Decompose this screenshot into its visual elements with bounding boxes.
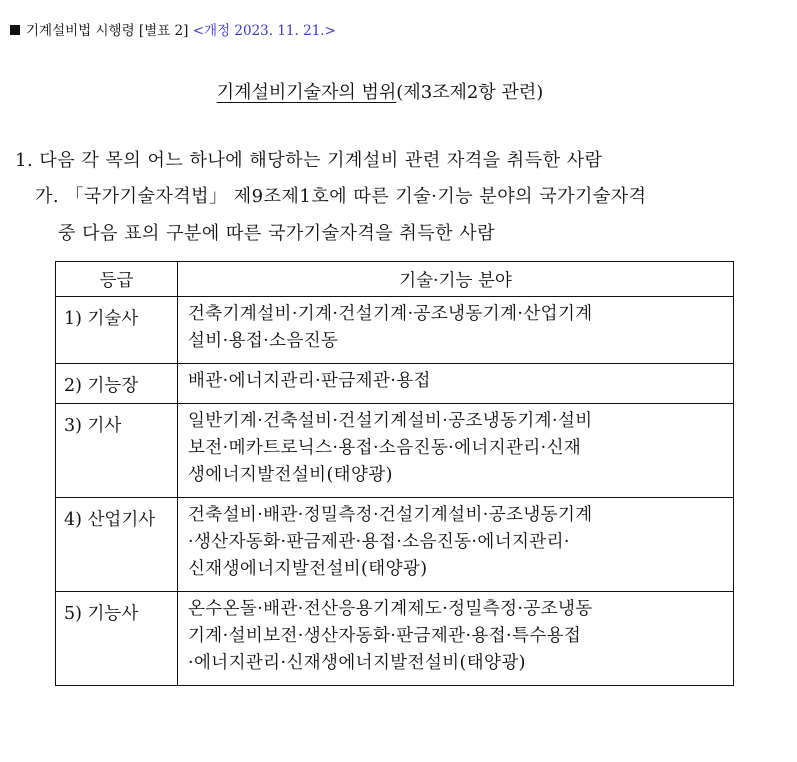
fields-cell <box>178 498 734 592</box>
grade-cell: 1) 기술사 <box>56 297 178 364</box>
fields-cell <box>178 404 734 498</box>
fields-line: 온수온돌·배관·전산응용기계제도·정밀측정·공조냉동 <box>188 599 593 619</box>
fields-line: 건축기계설비·기계·건설기계·공조냉동기계·산업기계 <box>188 304 593 324</box>
grade-cell: 2) 기능장 <box>56 364 178 404</box>
table-row <box>56 592 734 686</box>
page-title <box>0 78 760 104</box>
item-ga-line-2: 중 다음 표의 구분에 따른 국가기술자격을 취득한 사람 <box>58 223 496 244</box>
fields-line: 건축설비·배관·정밀측정·건설기계설비·공조냉동기계 <box>188 505 593 525</box>
fields-line: 기계·설비보전·생산자동화·판금제관·용접·특수용접 <box>188 626 582 646</box>
fields-line: 일반기계·건축설비·건설기계설비·공조냉동기계·설비 <box>188 411 593 431</box>
law-name: 기계설비법 시행령 [별표 2] <box>26 23 189 39</box>
table-header-row <box>56 262 734 297</box>
grade-cell: 5) 기능사 <box>56 592 178 686</box>
fields-cell <box>178 297 734 364</box>
fields-line: ·에너지관리·신재생에너지발전설비(태양광) <box>188 653 526 673</box>
fields-cell <box>178 364 734 404</box>
qualification-table <box>55 261 734 686</box>
section-1-heading: 1. 다음 각 목의 어느 하나에 해당하는 기계설비 관련 자격을 취득한 사람 <box>15 150 603 171</box>
table-row <box>56 404 734 498</box>
grade-cell: 3) 기사 <box>56 404 178 498</box>
fields-line: 설비·용접·소음진동 <box>188 331 339 351</box>
item-ga-line-1: 가. 「국가기술자격법」 제9조제1호에 따른 기술·기능 분야의 국가기술자격 <box>35 186 647 207</box>
document-header <box>10 19 336 39</box>
fields-line: 보전·메카트로닉스·용접·소음진동·에너지관리·신재 <box>188 438 582 458</box>
revision-date: <개정 2023. 11. 21.> <box>192 23 336 39</box>
table-row <box>56 297 734 364</box>
table-row <box>56 364 734 404</box>
black-square-icon <box>10 25 20 35</box>
header-grade: 등급 <box>56 262 178 297</box>
header-field: 기술·기능 분야 <box>178 262 734 297</box>
fields-line: 신재생에너지발전설비(태양광) <box>188 559 428 579</box>
title-reference: (제3조제2항 관련) <box>396 82 544 103</box>
grade-cell: 4) 산업기사 <box>56 498 178 592</box>
fields-line: 배관·에너지관리·판금제관·용접 <box>188 371 431 391</box>
fields-line: 생에너지발전설비(태양광) <box>188 465 393 485</box>
fields-cell <box>178 592 734 686</box>
table-row <box>56 498 734 592</box>
title-main: 기계설비기술자의 범위 <box>216 82 397 103</box>
fields-line: ·생산자동화·판금제관·용접·소음진동·에너지관리· <box>188 532 570 552</box>
